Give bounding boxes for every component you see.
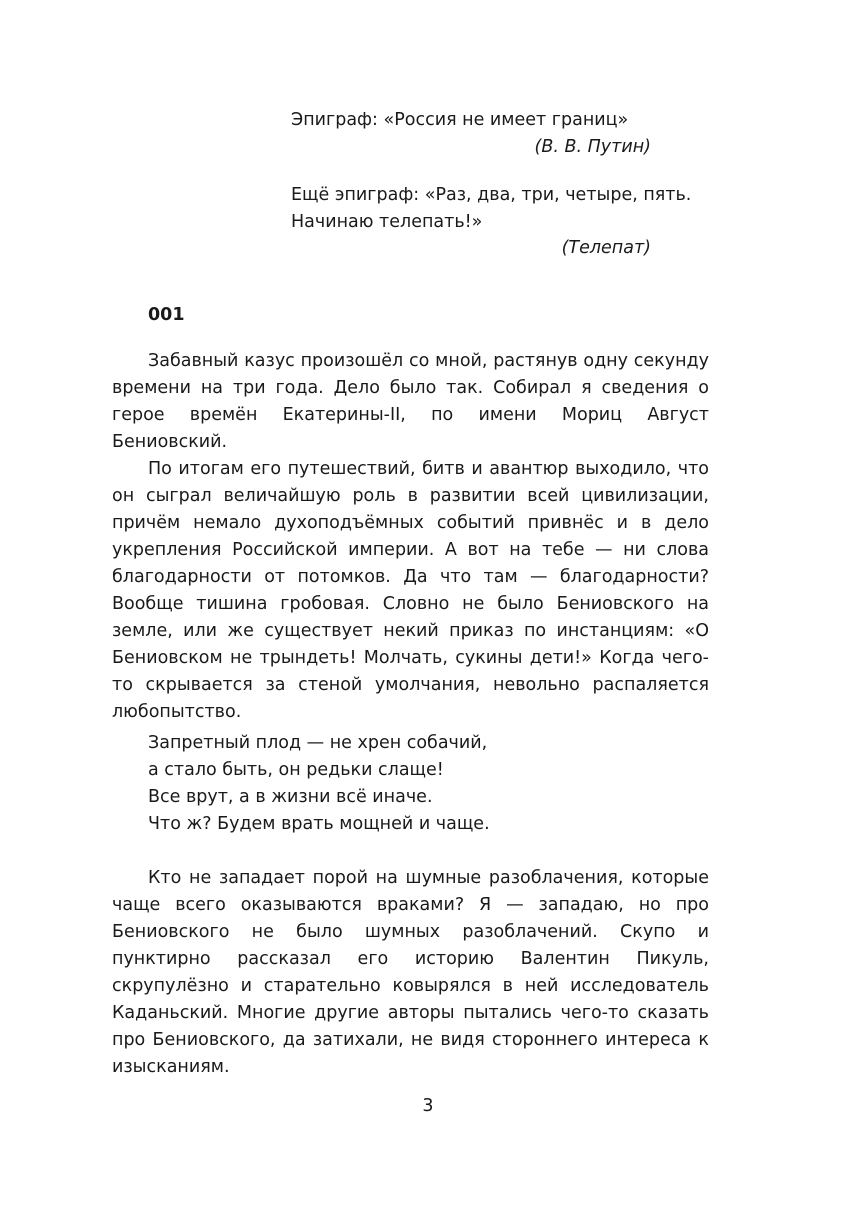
epigraph-1 <box>291 107 651 160</box>
chapter-title: 001 <box>148 305 185 325</box>
paragraph-1: Забавный казус произошёл со мной, растянув одну секунду времени на три года. Дело было так. Собирал я сведения о герое времён Екатерины-II, по имени Мориц Август Бениовский. <box>112 351 709 452</box>
epigraph-2-author: (Телепат) <box>561 238 651 258</box>
epigraph-2-line-1: Ещё эпиграф: «Раз, два, три, четыре, пять. <box>291 185 692 205</box>
verse <box>148 730 490 838</box>
epigraph-2 <box>291 182 692 262</box>
verse-line-3: Все врут, а в жизни всё иначе. <box>148 787 433 807</box>
paragraph-2: По итогам его путешествий, битв и авантюр выходило, что он сыграл величайшую роль в развитии всей цивилизации, причём немало духоподъёмных событий привнёс и в дело укрепления Российской империи. А вот на тебе — ни слова благодарности от потомков. Да что там — благодарности? Вообще тишина гробовая. Словно не было Бениовского на земле, или же существует некий приказ по инстанциям: «О Бениовском не трындеть! Молчать, сукины дети!» Когда чего-то скрывается за стеной умолчания, невольно распаляется любопытство. <box>112 459 709 722</box>
page-number: 3 <box>422 1096 434 1116</box>
paragraph-3: Кто не западает порой на шумные разоблачения, которые чаще всего оказываются враками? Я — западаю, но про Бениовского не было шумных разоблачений. Скупо и пунктирно рассказал его историю Валентин Пикуль, скрупулёзно и старательно ковырялся в ней исследователь Каданьский. Многие другие авторы пытались чего-то сказать про Бениовского, да затихали, не видя стороннего интереса к изысканиям. <box>112 868 709 1077</box>
verse-line-1: Запретный плод — не хрен собачий, <box>148 733 488 753</box>
verse-line-2: а стало быть, он редьки слаще! <box>148 760 444 780</box>
text-block-2 <box>112 865 709 1081</box>
verse-line-4: Что ж? Будем врать мощней и чаще. <box>148 814 490 834</box>
epigraph-1-author: (В. В. Путин) <box>534 136 651 157</box>
epigraph-1-line-1: Эпиграф: «Россия не имеет границ» <box>291 110 629 130</box>
epigraph-2-line-2: Начинаю телепать!» <box>291 211 483 232</box>
text-block-1 <box>112 348 709 726</box>
